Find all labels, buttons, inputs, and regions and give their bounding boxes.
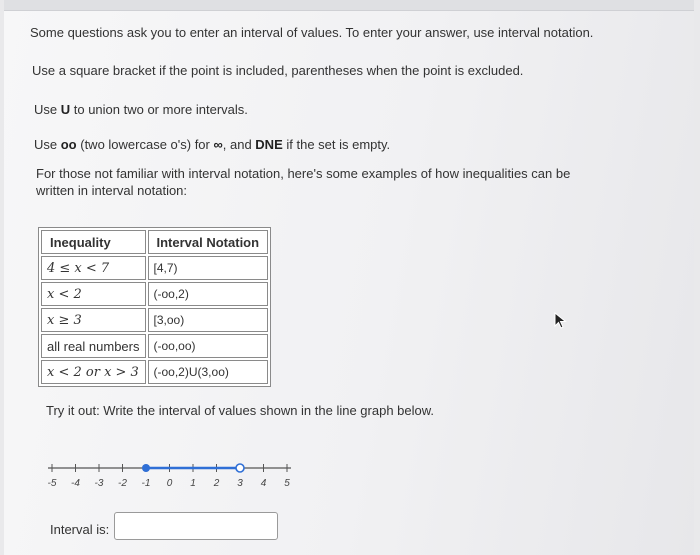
number-line-tick-label: 4: [260, 478, 267, 489]
cell-inequality: x ≥ 3: [41, 308, 146, 332]
number-line-tick-label: -3: [94, 478, 104, 489]
table-row: [41, 360, 268, 384]
interval-examples-table: [38, 227, 271, 387]
header-inequality: Inequality: [41, 230, 146, 254]
union-symbol: U: [60, 102, 71, 117]
number-line-tick-label: -5: [47, 478, 57, 489]
instruction-brackets: Use a square bracket if the point is included, parentheses when the point is excluded.: [32, 63, 524, 78]
cell-notation: (-oo,2)U(3,oo): [148, 360, 269, 384]
table-row: [41, 256, 268, 280]
top-strip: [4, 0, 694, 11]
interval-label: Interval is:: [50, 522, 110, 537]
exercise-prompt: Try it out: Write the interval of values shown in the line graph below.: [46, 403, 435, 418]
number-line-tick-label: -4: [71, 478, 80, 489]
closed-endpoint: [142, 464, 150, 472]
table-row: [41, 282, 268, 306]
instruction-examples-intro: For those not familiar with interval notation, here's some examples of how inequalities can be written in interval notation:: [36, 166, 571, 198]
infinity-text-mid: (two lowercase o's) for: [76, 137, 214, 152]
cell-inequality: all real numbers: [41, 334, 146, 358]
table-row: [41, 308, 268, 332]
union-text-post: to union two or more intervals.: [70, 102, 248, 117]
instruction-interval-notation: Some questions ask you to enter an interval of values. To enter your answer, use interval notation.: [30, 25, 594, 40]
table-row: [41, 334, 268, 358]
number-line-tick-label: 0: [166, 478, 173, 489]
cell-notation: (-oo,oo): [148, 334, 269, 358]
infinity-symbol: ∞: [213, 137, 223, 152]
number-line-tick-label: 5: [284, 478, 290, 489]
mouse-cursor-icon: [554, 312, 568, 330]
union-text-pre: Use: [34, 102, 61, 117]
cell-inequality: x < 2: [41, 282, 146, 306]
number-line-tick-label: -2: [118, 478, 127, 489]
infinity-text-pre: Use: [34, 137, 61, 152]
cell-inequality: x < 2 or x > 3: [41, 360, 146, 384]
number-line-tick-label: 3: [237, 478, 243, 489]
open-endpoint: [236, 464, 244, 472]
cell-notation: [4,7): [148, 256, 269, 280]
page: [4, 0, 694, 555]
interval-answer-input[interactable]: [114, 512, 278, 540]
oo-keyword: oo: [60, 137, 77, 152]
number-line-tick-label: 1: [190, 478, 196, 489]
instruction-infinity: [34, 136, 390, 153]
number-line-graph: [42, 455, 302, 495]
instruction-union: [34, 101, 248, 118]
cell-notation: [3,oo): [148, 308, 269, 332]
cell-notation: (-oo,2): [148, 282, 269, 306]
infinity-text-post: if the set is empty.: [282, 137, 391, 152]
number-line-tick-label: 2: [213, 478, 220, 489]
infinity-text-mid2: , and: [222, 137, 256, 152]
dne-keyword: DNE: [255, 137, 283, 152]
cell-inequality: 4 ≤ x < 7: [41, 256, 146, 280]
header-interval-notation: Interval Notation: [148, 230, 269, 254]
table-header-row: [41, 230, 268, 254]
number-line-tick-label: -1: [141, 478, 151, 489]
